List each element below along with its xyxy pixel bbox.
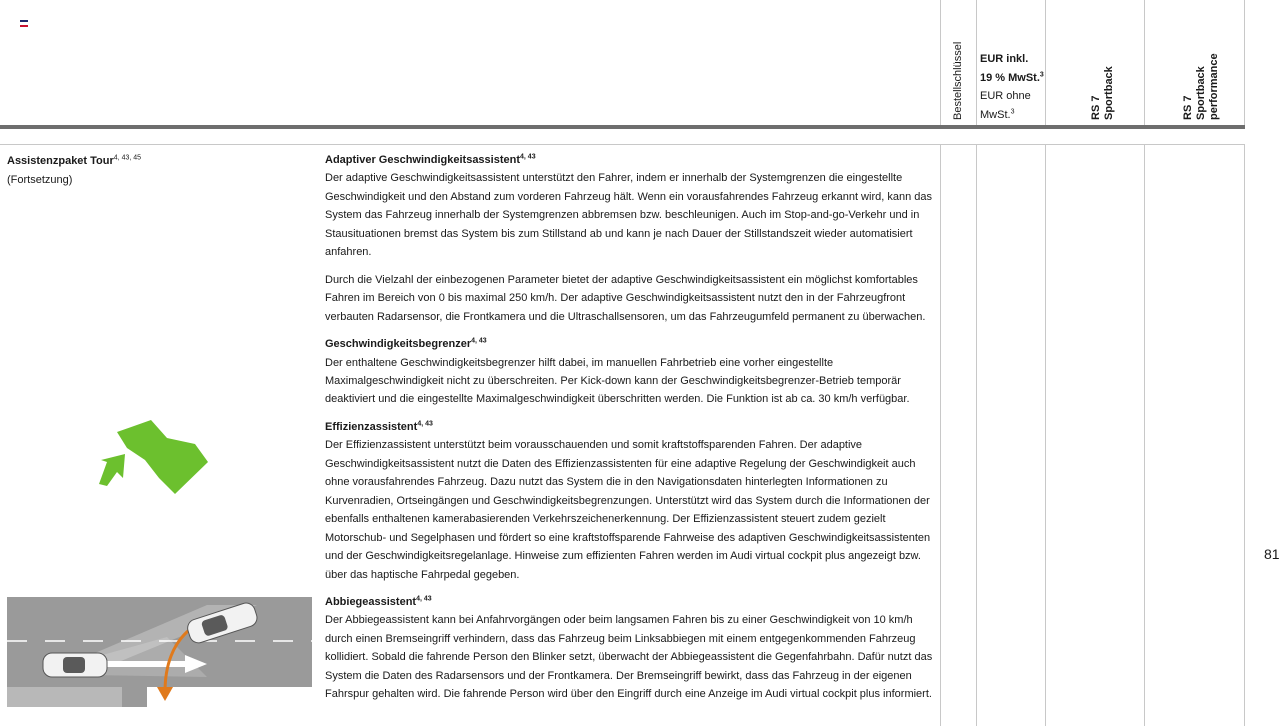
flag-icon	[20, 20, 28, 27]
price-excl-line1: EUR ohne	[980, 90, 1031, 102]
package-title-sup: 4, 43, 45	[113, 154, 142, 162]
section-paragraph: Der Effizienzassistent unterstützt beim vorausschauenden und somit kraftstoffsparenden Fahren. Der adaptive Geschwindigkeitsassistent nutzt die Daten des Effizienzassistenten für eine adaptive Regelung der Geschwindigkeit auch ohne vorausfahrendes Fahrzeug. Dazu nutzt das System die in den Navigationsdaten hinterlegten Informationen zu Kurvenradien, Ortseingängen und Geschwindigkeitsbegrenzungen. Unterstützt wird das System durch die Informationen der ebenfalls enthaltenen kamerabasierenden Verkehrszeichenerkennung. Der Effizienzassistent steuert zudem gezielt Motorschub- und Segelphasen und fördert so eine kraftstoffsparende Fahrweise des adaptiven Geschwindigkeitsassistenten und der Geschwindigkeitsregelanlage. Hinweise zum effizienten Fahren werden im Audi virtual cockpit plus angezeigt bzw. über das haptische Fahrpedal gegeben.	[325, 439, 931, 581]
page-number: 81	[1264, 546, 1280, 562]
section-heading: Adaptiver Geschwindigkeitsassistent$^{4, 43}$	[325, 153, 536, 166]
section-turn-assistant	[325, 593, 933, 704]
column-divider	[1045, 144, 1046, 726]
section-heading: Effizienzassistent$^{4, 43}$	[325, 420, 433, 433]
turn-assist-illustration	[7, 597, 312, 707]
header-rule	[0, 125, 1245, 129]
package-subtitle: (Fortsetzung)	[7, 173, 73, 186]
section-paragraph: Durch die Vielzahl der einbezogenen Parameter bietet der adaptive Geschwindigkeitsassistent ein möglichst komfortables Fahren im Bereich von 0 bis maximal 250 km/h. Der adaptive Geschwindigkeitsassistent nutzt den in der Fahrzeugfront verbauten Radarsensor, die Frontkamera und die Ultraschallsensoren, um das Fahrzeugumfeld permanent zu überwachen.	[325, 273, 926, 323]
section-speed-limiter	[325, 335, 933, 409]
column-divider	[1144, 144, 1145, 726]
car-icon	[43, 653, 107, 677]
package-title: Assistenzpaket Tour	[7, 155, 114, 167]
package-title-block	[7, 152, 141, 189]
column-divider	[1244, 144, 1245, 726]
column-divider	[1144, 0, 1145, 125]
content-top-rule	[0, 144, 1245, 145]
price-excl-line2: MwSt.	[980, 108, 1011, 121]
column-divider	[976, 0, 977, 125]
model2-line2: performance	[1208, 53, 1220, 120]
price-excl-sup: 3	[1010, 107, 1015, 115]
column-divider	[976, 144, 977, 726]
column-header-order-key: Bestellschlüssel	[952, 41, 964, 120]
section-efficiency-assistant	[325, 418, 933, 584]
column-header-model-rs7: RS 7 Sportback	[1090, 66, 1115, 120]
price-incl-sup: 3	[1039, 70, 1044, 78]
feature-descriptions	[325, 151, 933, 713]
efficiency-arrow-icon	[95, 420, 210, 496]
section-heading: Geschwindigkeitsbegrenzer$^{4, 43}$	[325, 337, 487, 351]
section-heading: Abbiegeassistent$^{4, 43}$	[325, 595, 432, 608]
section-adaptive-speed-assistant	[325, 151, 933, 326]
price-incl-line2: 19 % MwSt.	[980, 71, 1040, 84]
column-header-model-rs7-performance	[1182, 40, 1221, 120]
column-divider	[940, 0, 941, 125]
column-header-price	[980, 50, 1044, 124]
section-paragraph: Der enthaltene Geschwindigkeitsbegrenzer hilft dabei, im manuellen Fahrbetrieb eine vorher eingestellte Maximalgeschwindigkeit nicht zu überschreiten. Per Kick-down kann der Geschwindigkeitsbegrenzer-Betrieb temporär deaktiviert und die eingestellte Maximalgeschwindigkeit überschritten werden. Die Funktion ist ab ca. 30 km/h verfügbar.	[325, 356, 910, 406]
column-divider	[1045, 0, 1046, 125]
column-divider	[1244, 0, 1245, 125]
column-divider	[940, 144, 941, 726]
price-incl-line1: EUR inkl.	[980, 53, 1029, 65]
section-paragraph: Der Abbiegeassistent kann bei Anfahrvorgängen oder beim langsamen Fahren bis zu einer Geschwindigkeit von 10 km/h durch einen Bremseingriff verhindern, dass das Fahrzeug beim Linksabbiegen mit einem entgegenkommenden Fahrzeug kollidiert. Sobald die fahrende Person den Blinker setzt, überwacht der Abbiegeassistent die Gegenfahrbahn. Dafür nutzt das System die Daten des Radarsensors und der Frontkamera. Der Bremseingriff bewirkt, dass das Fahrzeug in der eigenen Fahrspur gehalten wird. Die fahrende Person wird über den Eingriff durch eine Anzeige im Audi virtual cockpit plus informiert.	[325, 614, 933, 701]
model2-line1: RS 7 Sportback	[1182, 66, 1207, 120]
section-paragraph: Der adaptive Geschwindigkeitsassistent unterstützt den Fahrer, indem er innerhalb der Systemgrenzen die eingestellte Geschwindigkeit und den Abstand zum vorderen Fahrzeug hält. Wenn ein vorausfahrendes Fahrzeug erkannt wird, kann das System das Fahrzeug innerhalb der Systemgrenzen abbremsen bzw. beschleunigen. Auch im Stop-and-go-Verkehr und in Stausituationen bremst das System bis zum Stillstand ab und kann je nach Dauer der Stillstandszeit wieder automatisiert anfahren.	[325, 172, 932, 259]
